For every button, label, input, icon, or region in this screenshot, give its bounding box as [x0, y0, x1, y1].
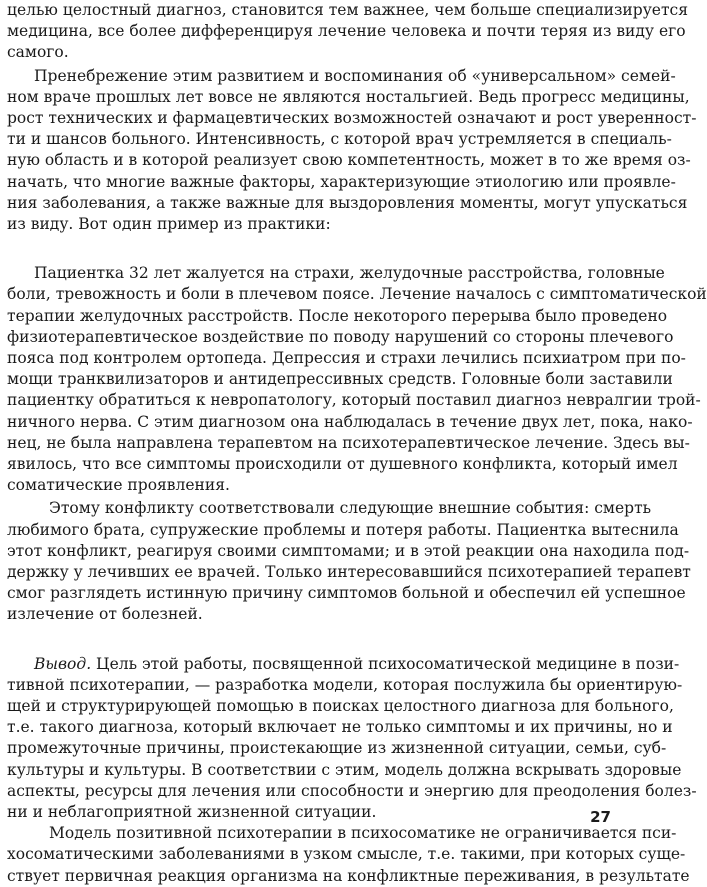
text-line: рост технических и фармацевтических возможностей означают и рост уверенност- — [7, 109, 697, 127]
text-line: явилось, что все симптомы происходили от душевного конфликта, который имел — [7, 455, 678, 473]
text-line: мощи транквилизаторов и антидепрессивных средств. Головные боли заставили — [7, 370, 673, 388]
text-line: хосоматическими заболеваниями в узком смысле, т.е. такими, при которых суще- — [7, 845, 686, 863]
text-line: соматические проявления. — [7, 476, 230, 494]
text-line: начать, что многие важные факторы, характеризующие этиологию или проявле- — [7, 173, 676, 191]
text-line: нец, не была направлена терапевтом на психотерапевтическое лечение. Здесь вы- — [7, 434, 690, 452]
text-line: ствует первичная реакция организма на конфликтные переживания, в результате — [7, 867, 690, 885]
text-line: ничного нерва. С этим диагнозом она наблюдалась в течение двух лет, пока, нако- — [7, 413, 693, 431]
text-line: т.е. такого диагноза, который включает не только симптомы и их причины, но и — [7, 718, 673, 736]
text-line: терапии желудочных расстройств. После некоторого перерыва было проведено — [7, 307, 668, 325]
text-line: Модель позитивной психотерапии в психосоматике не ограничивается пси- — [49, 824, 677, 842]
text-line: физиотерапевтическое воздействие по поводу нарушений со стороны плечевого — [7, 328, 674, 346]
text-line: самого. — [7, 43, 69, 61]
text-line: этот конфликт, реагируя своими симптомами; и в этой реакции она находила под- — [7, 542, 690, 560]
text-line: ни и неблагоприятной жизненной ситуации. — [7, 803, 377, 821]
text-line: любимого брата, супружеские проблемы и потеря работы. Пациентка вытеснила — [7, 521, 679, 539]
text-line: пациентку обратиться к невропатологу, который поставил диагноз невралгии трой- — [7, 391, 701, 409]
text-line — [7, 654, 680, 675]
text-line: культуры и культуры. В соответствии с этим, модель должна вскрывать здоровые — [7, 761, 682, 779]
text-line: ном враче прошлых лет вовсе не являются ностальгией. Ведь прогресс медицины, — [7, 88, 690, 106]
text-line: аспекты, ресурсы для лечения или способности и энергию для преодоления болез- — [7, 782, 697, 800]
text-line: Пациентка 32 лет жалуется на страхи, желудочные расстройства, головные — [34, 264, 665, 282]
text-line: боли, тревожность и боли в плечевом поясе. Лечение началось с симптоматической — [7, 285, 707, 303]
text-line: пояса под контролем ортопеда. Депрессия и страхи лечились психиатром при по- — [7, 349, 686, 367]
text-line: промежуточные причины, проистекающие из жизненной ситуации, семьи, суб- — [7, 739, 667, 757]
conclusion-label: Вывод. — [34, 655, 92, 673]
text-line: щей и структурирующей помощью в поисках целостного диагноза для больного, — [7, 697, 674, 715]
text-line: излечение от болезней. — [7, 605, 203, 623]
text-line: тивной психотерапии, — разработка модели, которая послужила бы ориентирую- — [7, 676, 683, 694]
text-line: Этому конфликту соответствовали следующие внешние события: смерть — [49, 499, 652, 517]
text-line: смог разглядеть истинную причину симптомов больной и обеспечил ей успешное — [7, 584, 686, 602]
text-line: из виду. Вот один пример из практики: — [7, 215, 331, 233]
text-line: ния заболевания, а также важные для выздоровления моменты, могут упускаться — [7, 194, 688, 212]
text-line: держку у лечивших ее врачей. Только интересовавшийся психотерапией терапевт — [7, 563, 691, 581]
text-line: Пренебрежение этим развитием и воспоминания об «универсальном» семей- — [34, 67, 676, 85]
page-number: 27 — [590, 808, 611, 826]
text-line: целью целостный диагноз, становится тем важнее, чем больше специализируется — [7, 1, 689, 19]
conclusion-text: Цель этой работы, посвященной психосоматической медицине в пози- — [91, 655, 680, 673]
text-line: медицина, все более дифференцируя лечение человека и почти теряя из виду его — [7, 22, 686, 40]
text-line: ную область и в которой реализует свою компетентность, может в то же время оз- — [7, 151, 691, 169]
text-line: ти и шансов больного. Интенсивность, с которой врач устремляется в специаль- — [7, 130, 672, 148]
